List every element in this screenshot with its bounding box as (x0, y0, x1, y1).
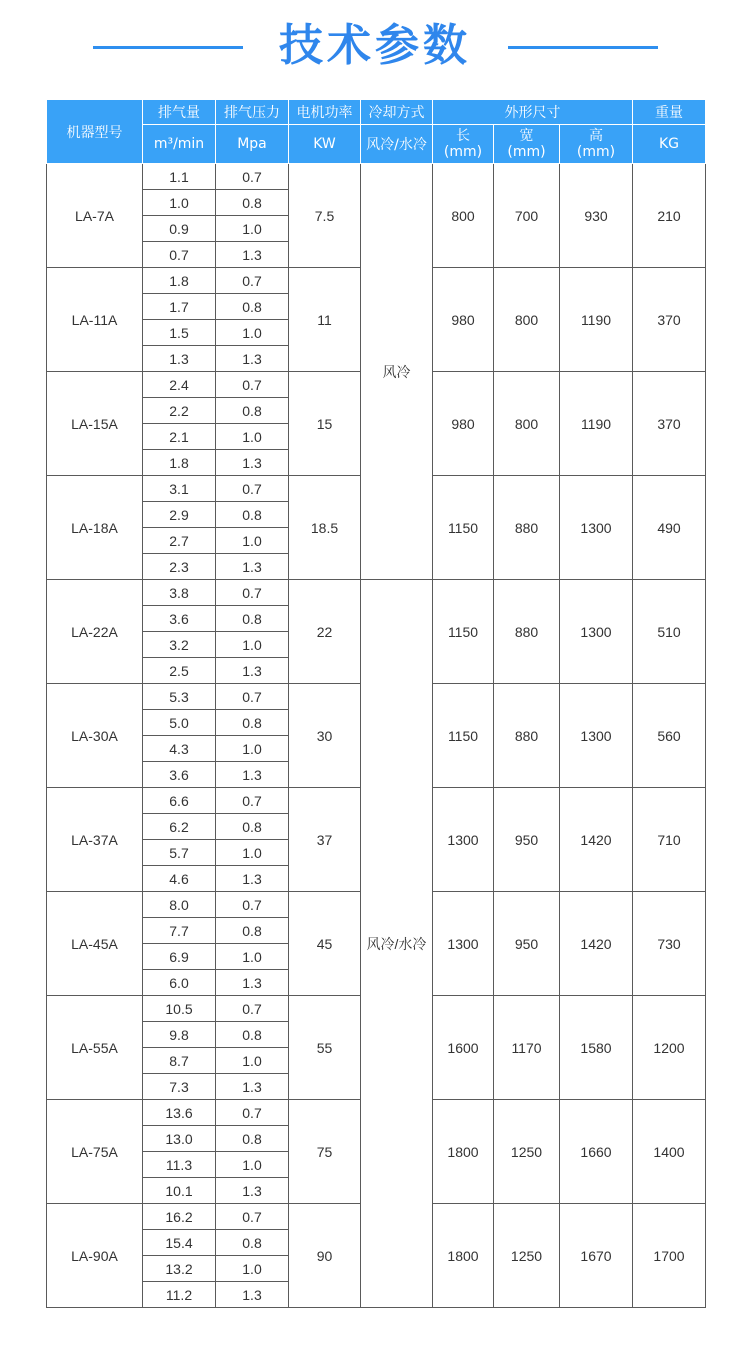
width-cell: 800 (494, 372, 560, 476)
flow-cell: 6.0 (143, 970, 216, 996)
height-cell: 1420 (560, 892, 633, 996)
flow-cell: 6.2 (143, 814, 216, 840)
flow-cell: 9.8 (143, 1022, 216, 1048)
weight-cell: 1700 (633, 1204, 706, 1308)
model-cell: LA-37A (47, 788, 143, 892)
height-cell: 1190 (560, 372, 633, 476)
model-cell: LA-11A (47, 268, 143, 372)
flow-cell: 7.3 (143, 1074, 216, 1100)
flow-cell: 8.0 (143, 892, 216, 918)
header-flow: 排气量 (143, 100, 216, 125)
pressure-cell: 0.8 (216, 294, 289, 320)
width-cell: 800 (494, 268, 560, 372)
width-cell: 700 (494, 164, 560, 268)
flow-cell: 13.2 (143, 1256, 216, 1282)
model-cell: LA-30A (47, 684, 143, 788)
flow-cell: 2.2 (143, 398, 216, 424)
header-dimensions: 外形尺寸 (433, 100, 633, 125)
width-cell: 880 (494, 580, 560, 684)
height-cell: 1670 (560, 1204, 633, 1308)
pressure-cell: 1.3 (216, 1074, 289, 1100)
width-cell: 880 (494, 684, 560, 788)
flow-cell: 5.7 (143, 840, 216, 866)
flow-cell: 3.8 (143, 580, 216, 606)
flow-cell: 3.1 (143, 476, 216, 502)
height-cell: 1660 (560, 1100, 633, 1204)
flow-cell: 3.2 (143, 632, 216, 658)
pressure-cell: 1.3 (216, 1282, 289, 1308)
cooling-cell: 风冷/水冷 (361, 580, 433, 1308)
flow-cell: 2.3 (143, 554, 216, 580)
pressure-cell: 1.3 (216, 346, 289, 372)
length-cell: 1150 (433, 684, 494, 788)
model-cell: LA-55A (47, 996, 143, 1100)
flow-cell: 1.3 (143, 346, 216, 372)
pressure-cell: 1.3 (216, 450, 289, 476)
flow-cell: 11.2 (143, 1282, 216, 1308)
pressure-cell: 1.3 (216, 866, 289, 892)
power-cell: 7.5 (289, 164, 361, 268)
width-cell: 1250 (494, 1204, 560, 1308)
pressure-cell: 1.0 (216, 528, 289, 554)
weight-cell: 510 (633, 580, 706, 684)
pressure-cell: 1.3 (216, 554, 289, 580)
model-cell: LA-75A (47, 1100, 143, 1204)
length-cell: 1150 (433, 580, 494, 684)
weight-cell: 560 (633, 684, 706, 788)
header-pressure: 排气压力 (216, 100, 289, 125)
flow-cell: 1.5 (143, 320, 216, 346)
header-length-label: 长 (456, 128, 470, 144)
power-cell: 55 (289, 996, 361, 1100)
pressure-cell: 0.8 (216, 398, 289, 424)
flow-cell: 1.0 (143, 190, 216, 216)
pressure-cell: 0.8 (216, 502, 289, 528)
pressure-cell: 0.7 (216, 164, 289, 190)
flow-cell: 1.8 (143, 450, 216, 476)
length-cell: 1300 (433, 892, 494, 996)
flow-cell: 1.7 (143, 294, 216, 320)
power-cell: 37 (289, 788, 361, 892)
title-divider-left (93, 46, 243, 49)
pressure-cell: 0.8 (216, 710, 289, 736)
pressure-cell: 0.7 (216, 268, 289, 294)
pressure-cell: 0.7 (216, 788, 289, 814)
pressure-cell: 0.8 (216, 1126, 289, 1152)
header-height-label: 高 (589, 128, 603, 144)
height-cell: 1300 (560, 476, 633, 580)
pressure-cell: 0.8 (216, 1022, 289, 1048)
header-width-label: 宽 (519, 128, 534, 144)
weight-cell: 1200 (633, 996, 706, 1100)
flow-cell: 2.7 (143, 528, 216, 554)
header-width-unit: (mm) (507, 144, 546, 160)
flow-cell: 2.9 (143, 502, 216, 528)
header-power-unit: KW (289, 125, 361, 164)
model-cell: LA-15A (47, 372, 143, 476)
power-cell: 15 (289, 372, 361, 476)
header-length-unit: (mm) (443, 144, 483, 160)
header-height (560, 125, 633, 164)
height-cell: 1300 (560, 684, 633, 788)
height-cell: 1190 (560, 268, 633, 372)
pressure-cell: 1.0 (216, 320, 289, 346)
flow-cell: 0.9 (143, 216, 216, 242)
header-flow-unit: m³/min (143, 125, 216, 164)
flow-cell: 11.3 (143, 1152, 216, 1178)
height-cell: 1300 (560, 580, 633, 684)
flow-cell: 2.1 (143, 424, 216, 450)
power-cell: 75 (289, 1100, 361, 1204)
length-cell: 980 (433, 268, 494, 372)
flow-cell: 3.6 (143, 762, 216, 788)
length-cell: 1800 (433, 1204, 494, 1308)
model-cell: LA-7A (47, 164, 143, 268)
pressure-cell: 1.3 (216, 762, 289, 788)
header-model: 机器型号 (47, 100, 143, 164)
power-cell: 11 (289, 268, 361, 372)
length-cell: 1150 (433, 476, 494, 580)
page-title: 技术参数 (279, 20, 471, 71)
weight-cell: 370 (633, 372, 706, 476)
power-cell: 22 (289, 580, 361, 684)
flow-cell: 1.1 (143, 164, 216, 190)
pressure-cell: 0.7 (216, 1100, 289, 1126)
pressure-cell: 0.7 (216, 476, 289, 502)
length-cell: 1300 (433, 788, 494, 892)
pressure-cell: 0.7 (216, 1204, 289, 1230)
power-cell: 30 (289, 684, 361, 788)
weight-cell: 490 (633, 476, 706, 580)
flow-cell: 16.2 (143, 1204, 216, 1230)
pressure-cell: 1.0 (216, 216, 289, 242)
flow-cell: 10.1 (143, 1178, 216, 1204)
width-cell: 1170 (494, 996, 560, 1100)
flow-cell: 13.6 (143, 1100, 216, 1126)
pressure-cell: 0.7 (216, 580, 289, 606)
flow-cell: 3.6 (143, 606, 216, 632)
weight-cell: 210 (633, 164, 706, 268)
flow-cell: 6.6 (143, 788, 216, 814)
pressure-cell: 0.8 (216, 1230, 289, 1256)
table-row (47, 580, 706, 606)
weight-cell: 730 (633, 892, 706, 996)
header-cooling-sub: 风冷/水冷 (361, 125, 433, 164)
header-width (494, 125, 560, 164)
pressure-cell: 1.0 (216, 944, 289, 970)
pressure-cell: 1.0 (216, 632, 289, 658)
model-cell: LA-45A (47, 892, 143, 996)
pressure-cell: 0.7 (216, 684, 289, 710)
flow-cell: 13.0 (143, 1126, 216, 1152)
flow-cell: 10.5 (143, 996, 216, 1022)
flow-cell: 4.3 (143, 736, 216, 762)
flow-cell: 2.4 (143, 372, 216, 398)
length-cell: 1800 (433, 1100, 494, 1204)
flow-cell: 0.7 (143, 242, 216, 268)
power-cell: 90 (289, 1204, 361, 1308)
pressure-cell: 0.7 (216, 996, 289, 1022)
height-cell: 930 (560, 164, 633, 268)
flow-cell: 4.6 (143, 866, 216, 892)
length-cell: 980 (433, 372, 494, 476)
model-cell: LA-22A (47, 580, 143, 684)
cooling-cell: 风冷 (361, 164, 433, 580)
flow-cell: 5.0 (143, 710, 216, 736)
width-cell: 880 (494, 476, 560, 580)
model-cell: LA-18A (47, 476, 143, 580)
weight-cell: 710 (633, 788, 706, 892)
flow-cell: 1.8 (143, 268, 216, 294)
pressure-cell: 1.0 (216, 840, 289, 866)
pressure-cell: 1.3 (216, 1178, 289, 1204)
title-divider-right (508, 46, 658, 49)
pressure-cell: 0.8 (216, 814, 289, 840)
width-cell: 1250 (494, 1100, 560, 1204)
height-cell: 1420 (560, 788, 633, 892)
pressure-cell: 1.0 (216, 1256, 289, 1282)
pressure-cell: 0.8 (216, 918, 289, 944)
page-header (0, 0, 750, 98)
header-weight: 重量 (633, 100, 706, 125)
pressure-cell: 1.0 (216, 736, 289, 762)
header-height-unit: (mm) (576, 144, 616, 160)
pressure-cell: 1.0 (216, 1048, 289, 1074)
length-cell: 1600 (433, 996, 494, 1100)
flow-cell: 6.9 (143, 944, 216, 970)
width-cell: 950 (494, 788, 560, 892)
header-cooling: 冷却方式 (361, 100, 433, 125)
model-cell: LA-90A (47, 1204, 143, 1308)
flow-cell: 15.4 (143, 1230, 216, 1256)
header-pressure-unit: Mpa (216, 125, 289, 164)
pressure-cell: 1.3 (216, 658, 289, 684)
pressure-cell: 0.8 (216, 606, 289, 632)
weight-cell: 370 (633, 268, 706, 372)
weight-cell: 1400 (633, 1100, 706, 1204)
power-cell: 45 (289, 892, 361, 996)
header-power: 电机功率 (289, 100, 361, 125)
header-length (433, 125, 494, 164)
width-cell: 950 (494, 892, 560, 996)
pressure-cell: 1.0 (216, 424, 289, 450)
table-row (47, 164, 706, 190)
pressure-cell: 1.0 (216, 1152, 289, 1178)
height-cell: 1580 (560, 996, 633, 1100)
pressure-cell: 0.7 (216, 892, 289, 918)
spec-table (46, 99, 706, 1308)
flow-cell: 2.5 (143, 658, 216, 684)
flow-cell: 5.3 (143, 684, 216, 710)
pressure-cell: 0.8 (216, 190, 289, 216)
pressure-cell: 0.7 (216, 372, 289, 398)
flow-cell: 8.7 (143, 1048, 216, 1074)
header-weight-unit: KG (633, 125, 706, 164)
pressure-cell: 1.3 (216, 970, 289, 996)
pressure-cell: 1.3 (216, 242, 289, 268)
flow-cell: 7.7 (143, 918, 216, 944)
power-cell: 18.5 (289, 476, 361, 580)
length-cell: 800 (433, 164, 494, 268)
